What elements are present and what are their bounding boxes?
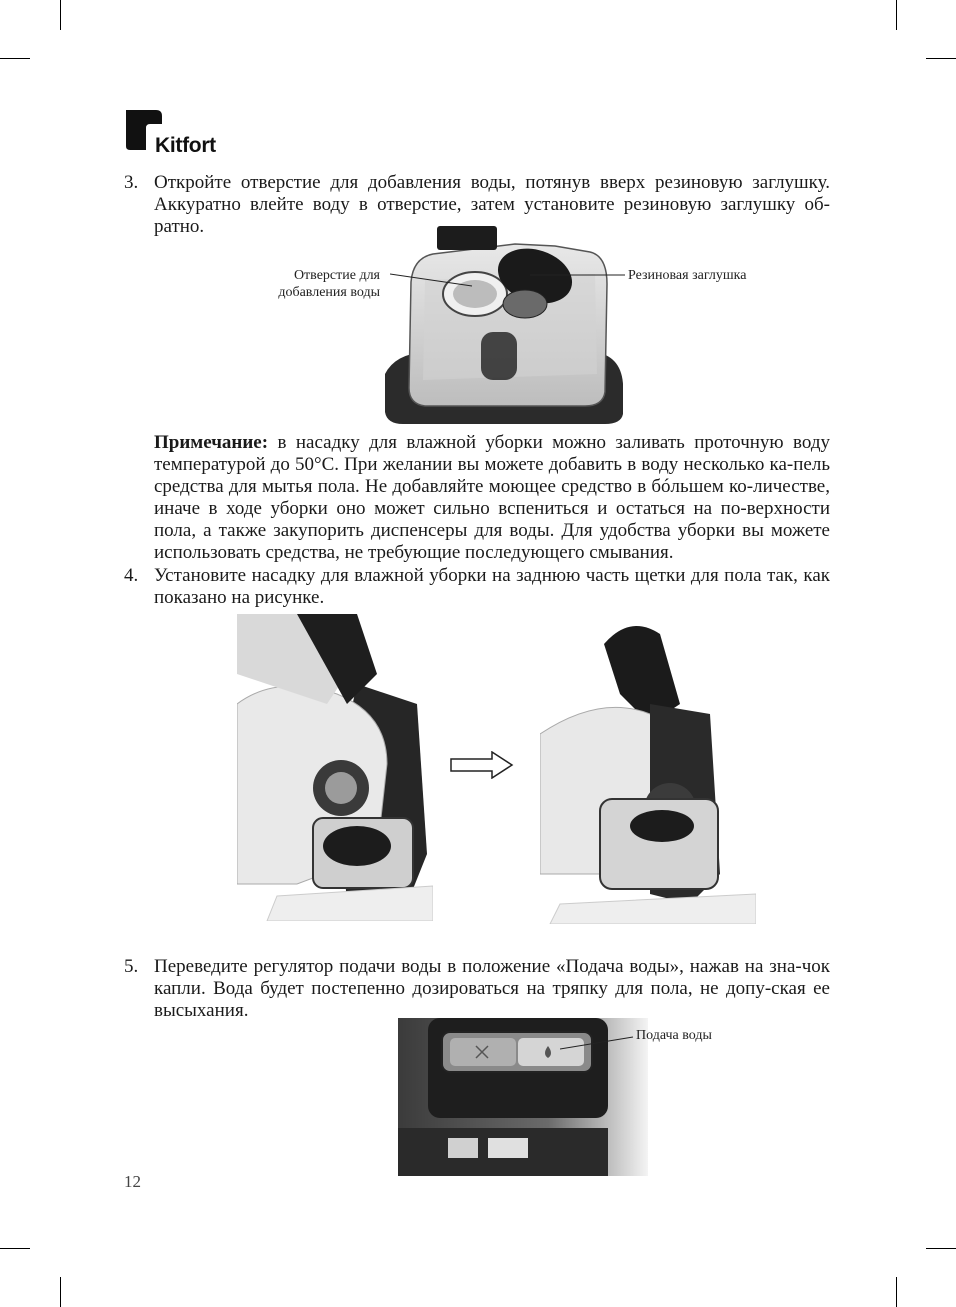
step-5 <box>124 956 830 1022</box>
note-paragraph <box>154 432 830 564</box>
tank-photo <box>385 224 625 426</box>
switch-label: Подача воды <box>636 1028 712 1043</box>
crop-mark <box>0 1248 30 1249</box>
callout-line <box>390 272 474 288</box>
brand-name: Kitfort <box>155 134 216 157</box>
crop-mark <box>926 1248 956 1249</box>
step-number: 5. <box>124 956 139 977</box>
arrow-right-icon <box>450 751 514 779</box>
step-text: Переведите регулятор подачи воды в положение «Подача воды», нажав на зна-чок капли. Вода будет постепенно дозироваться на тряпку для пола, не допу-ская ее высыхания. <box>154 956 830 1021</box>
step-text: Откройте отверстие для добавления воды, потянув вверх резиновую заглушку. Аккуратно влейте воду в отверстие, затем установите резиновую заглушку об-ратно. <box>154 172 830 237</box>
tank-label-plug: Резиновая заглушка <box>628 268 747 283</box>
tank-label-opening <box>262 267 380 301</box>
brush-after-photo <box>540 614 756 924</box>
crop-mark <box>60 0 61 30</box>
crop-mark <box>896 1277 897 1307</box>
step-number: 4. <box>124 565 139 586</box>
callout-line <box>560 1036 634 1050</box>
step-number: 3. <box>124 172 139 193</box>
step-4 <box>124 565 830 609</box>
crop-mark <box>0 58 30 59</box>
note-text: в насадку для влажной уборки можно заливать проточную воду температурой до 50°С. При желании вы можете добавить в воду несколько ка-пель средства для мытья пола. Не добавляйте моющее средство в бóльшем ко-личестве, иначе в ходе уборки оно может сильно вспениться и остаться на по-верхности пола, а также закупорить диспенсеры для воды. Для удобства уборки вы можете использовать средства, не требующие последующего смывания. <box>154 432 830 563</box>
brush-before-photo <box>237 614 433 921</box>
crop-mark <box>926 58 956 59</box>
step-text: Установите насадку для влажной уборки на заднюю часть щетки для пола так, как показано на рисунке. <box>154 565 830 608</box>
note-label: Примечание: <box>154 432 269 453</box>
crop-mark <box>60 1277 61 1307</box>
tank-label-line2: добавления воды <box>278 285 380 300</box>
crop-mark <box>896 0 897 30</box>
tank-label-line1: Отверстие для <box>293 268 380 283</box>
callout-line <box>530 272 626 278</box>
page-number: 12 <box>124 1172 141 1191</box>
